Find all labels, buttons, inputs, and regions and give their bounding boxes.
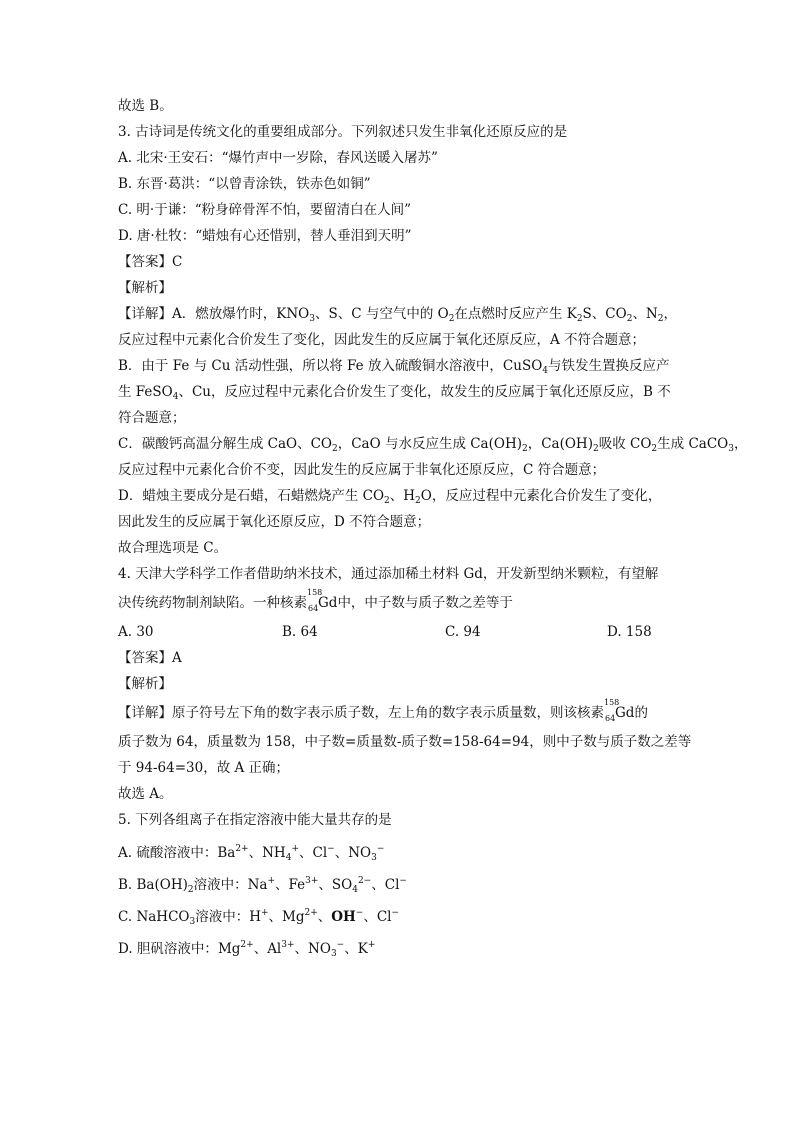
q3-option-d: D. 唐·杜牧：“蜡烛有心还惜别，替人垂泪到天明”	[118, 228, 412, 244]
q3-detail-b-cont: 生 FeSO$_4$、Cu，反应过程中元素化合价发生了变化，故发生的反应属于氧化还原反应，B 不	[118, 384, 671, 402]
q4-option-c: C. 94	[445, 624, 481, 640]
q4-stem: 4. 天津大学科学工作者借助纳米技术，通过添加稀土材料 Gd，开发新型纳米颗粒，有望解	[118, 566, 659, 582]
q3-stem: 3. 古诗词是传统文化的重要组成部分。下列叙述只发生非氧化还原反应的是	[118, 124, 568, 140]
q5-option-b: B. $Ba(OH)_2$溶液中：Na+、$Fe^{3+}$、$SO_4^{2-}$、Cl−	[118, 876, 407, 895]
q4-detail-end: 于 94-64=30，故 A 正确；	[118, 760, 290, 776]
document-body	[118, 93, 748, 961]
q4-option-a: A. 30	[118, 624, 154, 640]
q3-detail-b: B．由于 Fe 与 Cu 活动性强，所以将 Fe 放入硫酸铜水溶液中，CuSO$_4$与铁发生置换反应产	[118, 358, 670, 376]
q4-stem-cont: 决传统药物制剂缺陷。一种核素 158 64 Gd中，中子数与质子数之差等于	[118, 588, 513, 613]
q3-detail-d: D．蜡烛主要成分是石蜡，石蜡燃烧产生 $CO_2$、$H_2O$，反应过程中元素化合价发生了变化，	[118, 488, 662, 506]
q5-option-d: D. 胆矾溶液中：$Mg^{2+}$、$Al^{3+}$、$NO_3^-$、K+	[118, 940, 376, 959]
q4-option-d: D. 158	[607, 624, 652, 640]
q5-stem: 5. 下列各组离子在指定溶液中能大量共存的是	[118, 812, 392, 828]
q3-detail-a-cont: 反应过程中元素化合价发生了变化，因此发生的反应属于氧化还原反应，A 不符合题意；	[118, 332, 646, 348]
q3-analysis-label: 【解析】	[118, 280, 172, 296]
q4-answer: 【答案】A	[118, 650, 182, 666]
q3-option-c: C. 明·于谦：“粉身碎骨浑不怕，要留清白在人间”	[118, 202, 412, 218]
q4-conclusion: 故选 A。	[118, 786, 173, 802]
q3-detail-a: 【详解】A．燃放爆竹时，$KNO_3$、S、C 与空气中的 $O_2$在点燃时反应产生 $K_2S$、$CO_2$、$N_2$，	[118, 306, 677, 324]
q3-detail-d-cont: 因此发生的反应属于氧化还原反应，D 不符合题意；	[118, 514, 431, 530]
nuclide-notation: 158 64	[604, 698, 620, 723]
q3-option-b: B. 东晋·葛洪：“以曾青涂铁，铁赤色如铜”	[118, 176, 371, 192]
prev-conclusion: 故选 B。	[118, 98, 173, 114]
nuclide-notation: 158 64	[307, 588, 323, 613]
q3-conclusion: 故合理选项是 C。	[118, 540, 228, 556]
detail-tag: 【详解】	[118, 306, 172, 322]
q3-option-a: A. 北宋·王安石：“爆竹声中一岁除，春风送暖入屠苏”	[118, 150, 438, 166]
q4-options	[118, 619, 678, 645]
q4-analysis-label: 【解析】	[118, 676, 172, 692]
q3-detail-c-cont: 反应过程中元素化合价不变，因此发生的反应属于非氧化还原反应，C 符合题意；	[118, 462, 606, 478]
q4-option-b: B. 64	[282, 624, 318, 640]
q3-detail-b-end: 符合题意；	[118, 410, 186, 426]
q5-option-c: C. NaHCO$_3$溶液中：H+、$Mg^{2+}$、OH−、Cl−	[118, 908, 400, 927]
q4-detail: 【详解】原子符号左下角的数字表示质子数，左上角的数字表示质量数，则该核素 158 64 Gd的	[118, 698, 648, 723]
q3-detail-c: C．碳酸钙高温分解生成 CaO、$CO_2$，CaO 与水反应生成 $Ca(OH)_2$，$Ca(OH)_2$吸收 $CO_2$生成 CaCO$_3$，	[118, 436, 748, 454]
q3-answer: 【答案】C	[118, 254, 183, 270]
q5-option-a: A. 硫酸溶液中：$Ba^{2+}$、$NH_4^+$、Cl−、$NO_3^-$	[118, 844, 385, 863]
detail-tag: 【详解】	[118, 705, 172, 721]
q4-detail-cont: 质子数为 64，质量数为 158，中子数=质量数-质子数=158-64=94，则中子数与质子数之差等	[118, 734, 692, 750]
